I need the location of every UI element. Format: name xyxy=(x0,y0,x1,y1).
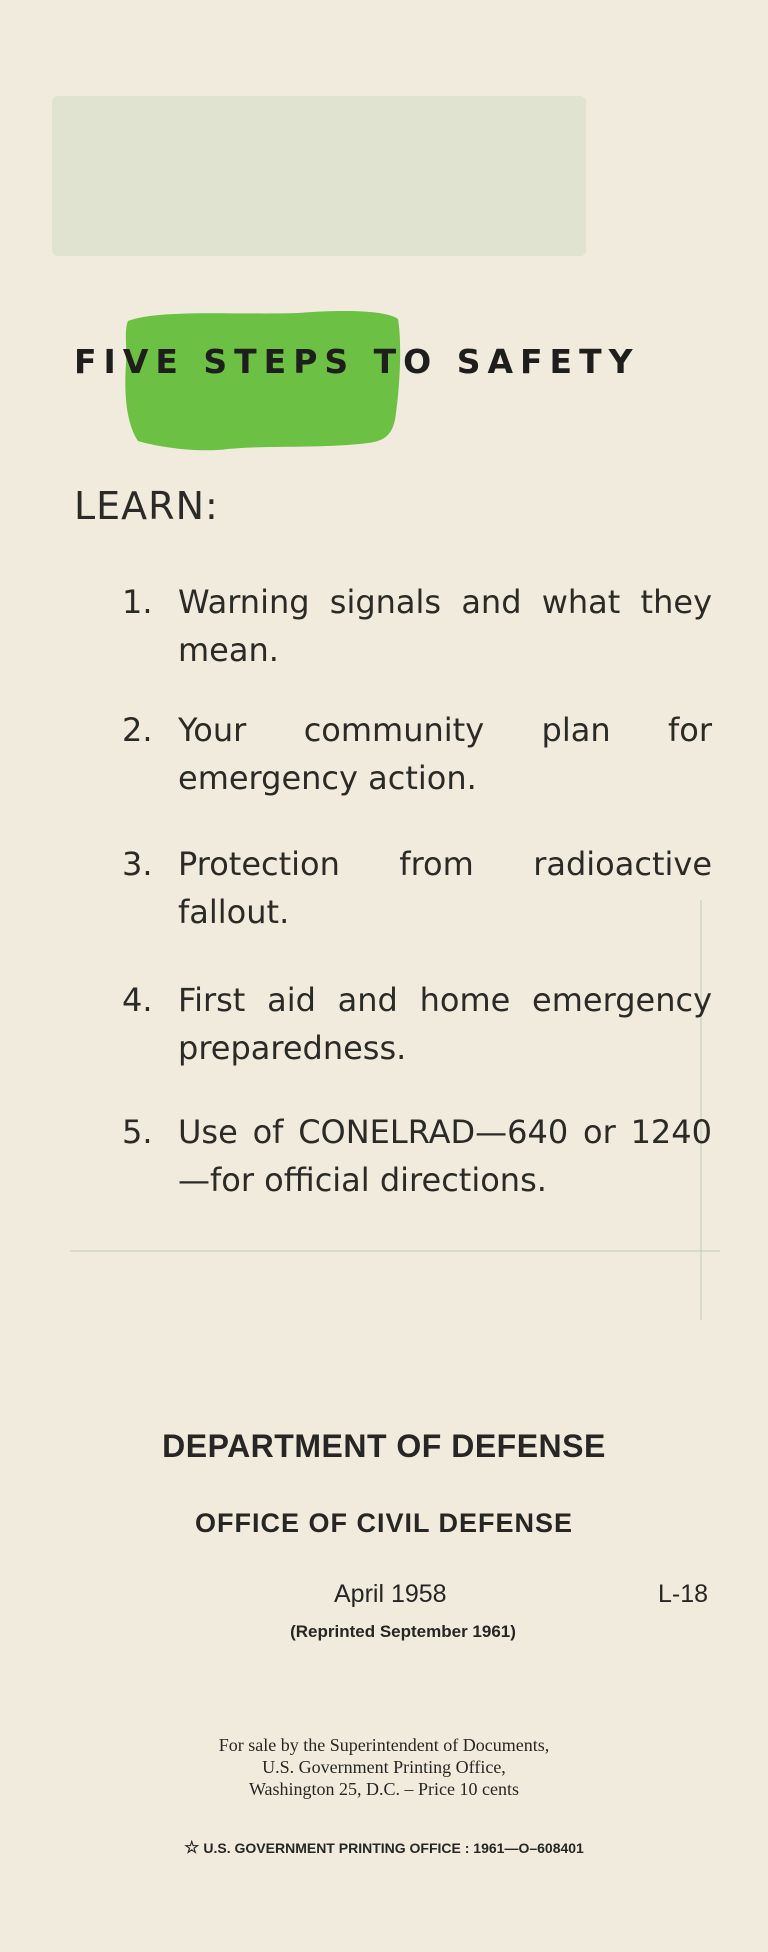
step-number: 1. xyxy=(122,583,153,621)
show-through-line xyxy=(70,1250,720,1252)
reprint-note: (Reprinted September 1961) xyxy=(290,1622,516,1641)
publication-date: April 1958 xyxy=(334,1580,447,1608)
step-text: First aid and home emergency preparedness. xyxy=(178,981,712,1067)
step-text: Protection from radioactive fallout. xyxy=(178,845,712,931)
office-name: OFFICE OF CIVIL DEFENSE xyxy=(194,1508,574,1538)
step-text: Warning signals and what they mean. xyxy=(178,583,712,669)
department-name: DEPARTMENT OF DEFENSE xyxy=(162,1428,606,1464)
step-number: 5. xyxy=(122,1113,153,1151)
sale-line: U.S. Government Printing Office, xyxy=(262,1757,506,1777)
step-number: 4. xyxy=(122,981,153,1019)
step-number: 2. xyxy=(122,711,153,749)
printer-line xyxy=(0,1838,768,1858)
printer-text: U.S. GOVERNMENT PRINTING OFFICE : 1961—O–608401 xyxy=(203,1840,584,1856)
step-text: Use of CONELRAD—640 or 1240—for official directions. xyxy=(178,1113,712,1199)
step-text: Your community plan for emergency action. xyxy=(178,711,712,797)
page-title: FIVE STEPS TO SAFETY xyxy=(74,342,640,381)
sale-line: For sale by the Superintendent of Documents, xyxy=(218,1735,550,1755)
publication-code: L-18 xyxy=(658,1580,709,1608)
learn-heading: LEARN: xyxy=(74,484,219,528)
step-number: 3. xyxy=(122,845,153,883)
sale-notice xyxy=(0,1734,768,1800)
show-through-shape xyxy=(52,96,586,256)
sale-line: Washington 25, D.C. – Price 10 cents xyxy=(248,1779,520,1799)
star-outline-icon: ☆ xyxy=(184,1838,200,1857)
